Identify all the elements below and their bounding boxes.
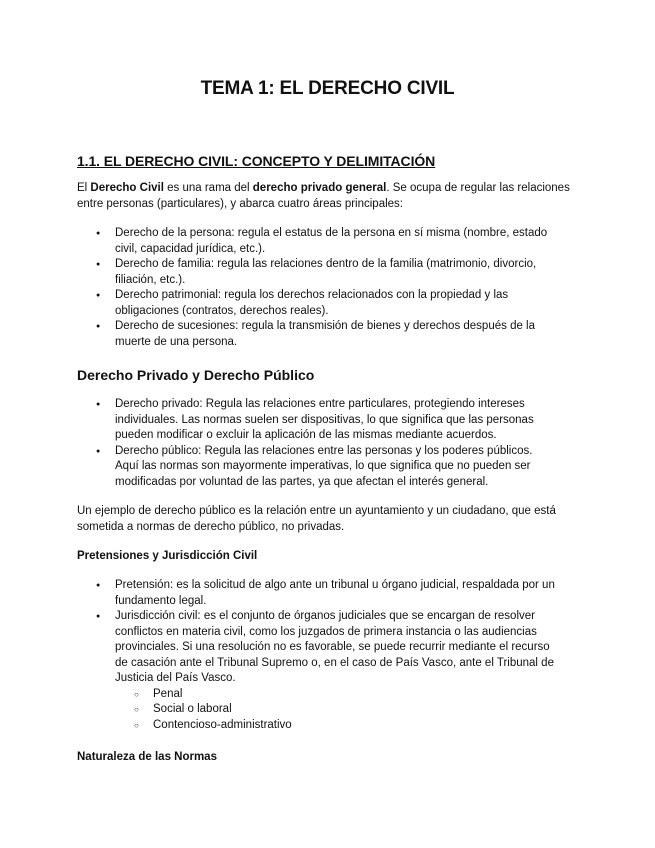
subsection-heading-privado-publico: Derecho Privado y Derecho Público: [77, 367, 315, 383]
section-heading: 1.1. EL DERECHO CIVIL: CONCEPTO Y DELIMITACIÓN: [77, 153, 436, 169]
example-paragraph: Un ejemplo de derecho público es la relación entre un ayuntamiento y un ciudadano, que está sometida a normas de derecho público, no privadas.: [77, 505, 556, 533]
privado-publico-list: [77, 397, 557, 490]
subsection-heading-naturaleza: Naturaleza de las Normas: [77, 751, 217, 763]
areas-list: [77, 226, 557, 350]
sublist-item: ○ Penal: [115, 687, 557, 703]
sublist-item: ○ Contencioso-administrativo: [115, 718, 557, 734]
jurisdiction-sublist: [115, 687, 557, 734]
list-item: [77, 609, 557, 733]
intro-bold-1: Derecho Civil: [90, 182, 164, 194]
list-item-text: Jurisdicción civil: es el conjunto de órganos judiciales que se encargan de resolver conflictos en materia civil, como los juzgados de primera instancia o las audiencias provinciales. Si una resolución no es favorable, se puede recurrir mediante el recurso de casación ante el Tribunal Supremo o, en el caso de País Vasco, ante el Tribunal de Justicia del País Vasco.: [115, 610, 554, 684]
intro-text-2: es una rama del: [163, 182, 253, 194]
sublist-item: ○ Social o laboral: [115, 702, 557, 718]
intro-bold-2: derecho privado general: [252, 182, 387, 194]
subsection-heading-pretensiones: Pretensiones y Jurisdicción Civil: [77, 550, 258, 562]
page-title: TEMA 1: EL DERECHO CIVIL: [200, 78, 455, 99]
list-item: ● Derecho público: Regula las relaciones entre las personas y los poderes públicos. Aquí las normas son mayormente imperativas, lo que significa que no pueden ser modificadas por voluntad de las partes, ya que afectan el interés general.: [77, 444, 557, 491]
list-item: ● Pretensión: es la solicitud de algo ante un tribunal u órgano judicial, respaldada por un fundamento legal.: [77, 578, 557, 609]
list-item: ● Derecho de la persona: regula el estatus de la persona en sí misma (nombre, estado civil, capacidad jurídica, etc.).: [77, 226, 557, 257]
list-item: ● Derecho de sucesiones: regula la transmisión de bienes y derechos después de la muerte de una persona.: [77, 319, 557, 350]
list-item: ● Derecho privado: Regula las relaciones entre particulares, protegiendo intereses individuales. Las normas suelen ser dispositivas, lo que significa que las personas pueden modificar o excluir la aplicación de las mismas mediante acuerdos.: [77, 397, 557, 444]
list-item: ● Derecho patrimonial: regula los derechos relacionados con la propiedad y las obligaciones (contratos, derechos reales).: [77, 288, 557, 319]
intro-text-3: . Se ocupa de regular las relaciones entre personas (particulares), y abarca cuatro áreas principales:: [77, 182, 570, 210]
pretensiones-list: [77, 578, 557, 733]
intro-text-1: El: [77, 182, 91, 194]
list-item: ● Derecho de familia: regula las relaciones dentro de la familia (matrimonio, divorcio, filiación, etc.).: [77, 257, 557, 288]
intro-paragraph: [77, 181, 577, 212]
